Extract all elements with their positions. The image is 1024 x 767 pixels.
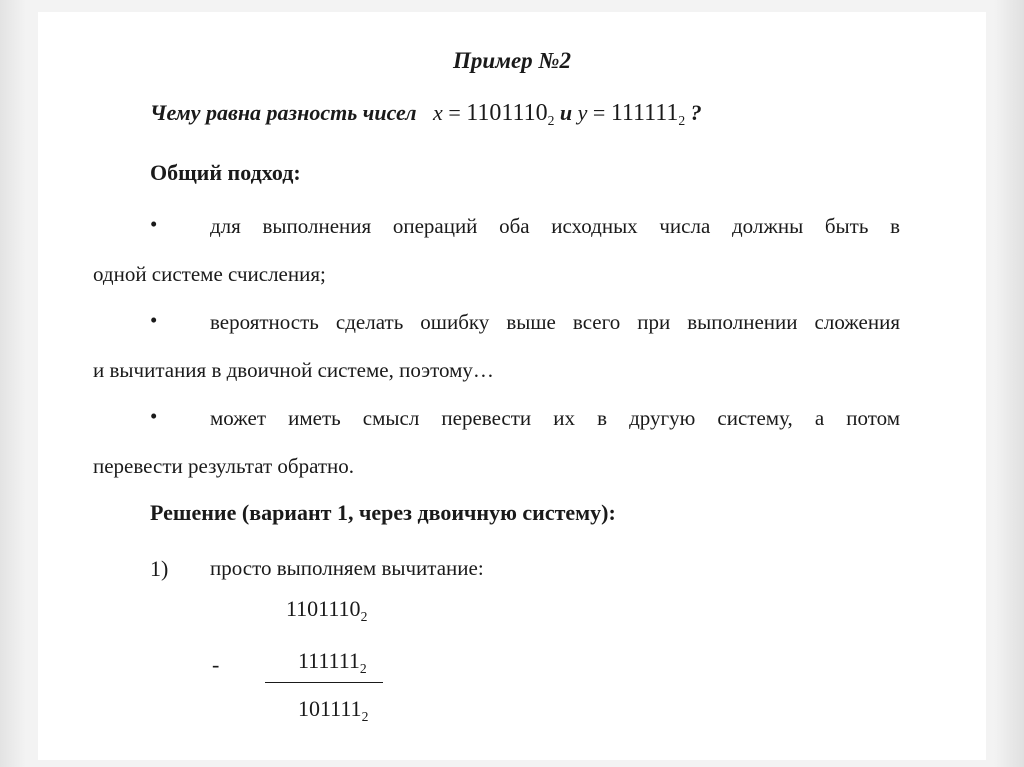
- bullet-icon: •: [150, 404, 158, 428]
- minus-operator: -: [212, 652, 220, 677]
- document-page: [38, 12, 986, 760]
- page-title: Пример №2: [453, 48, 571, 73]
- step-text: просто выполняем вычитание:: [210, 556, 484, 580]
- y-variable: y: [577, 100, 588, 125]
- bullet-3-line-1: может иметь смысл перевести их в другую систему, а потом: [210, 406, 900, 430]
- y-value: 111111: [610, 100, 679, 126]
- bullet-icon: •: [150, 308, 158, 332]
- x-expression: [422, 100, 555, 128]
- minuend-value: 1101110: [286, 596, 361, 621]
- step-number: 1): [150, 556, 169, 581]
- solution-heading: Решение (вариант 1, через двоичную систему):: [150, 500, 616, 525]
- minuend: [286, 596, 367, 625]
- x-variable: x: [433, 100, 443, 125]
- bullet-2-line-2: и вычитания в двоичной системе, поэтому…: [93, 358, 494, 382]
- subtrahend-base: 2: [359, 660, 367, 676]
- bullet-icon: •: [150, 212, 158, 236]
- minuend-base: 2: [360, 608, 368, 624]
- question-text: Чему равна разность чисел: [150, 100, 417, 125]
- result-base: 2: [361, 708, 369, 724]
- bullet-1-line-2: одной системе счисления;: [93, 262, 326, 286]
- subtrahend-value: 111111: [298, 648, 360, 673]
- and-word: и: [559, 100, 573, 125]
- subtraction-rule: [265, 682, 383, 683]
- result-value: 101111: [298, 696, 362, 721]
- y-base: 2: [678, 112, 686, 128]
- bullet-2-line-1: вероятность сделать ошибку выше всего при выполнении сложения: [210, 310, 900, 334]
- subtrahend: [298, 648, 367, 677]
- y-expression: [577, 100, 686, 128]
- result: [298, 696, 368, 725]
- x-value: 1101110: [466, 100, 548, 126]
- left-edge-shadow: [0, 0, 26, 767]
- question: [150, 100, 702, 129]
- bullet-3-line-2: перевести результат обратно.: [93, 454, 355, 478]
- approach-heading: Общий подход:: [150, 160, 301, 185]
- question-mark: ?: [690, 100, 702, 125]
- bullet-1-line-1: для выполнения операций оба исходных числа должны быть в: [210, 214, 900, 238]
- equals-sign: =: [592, 100, 606, 125]
- right-edge-shadow: [994, 0, 1024, 767]
- x-base: 2: [547, 112, 555, 128]
- equals-sign: =: [448, 100, 461, 125]
